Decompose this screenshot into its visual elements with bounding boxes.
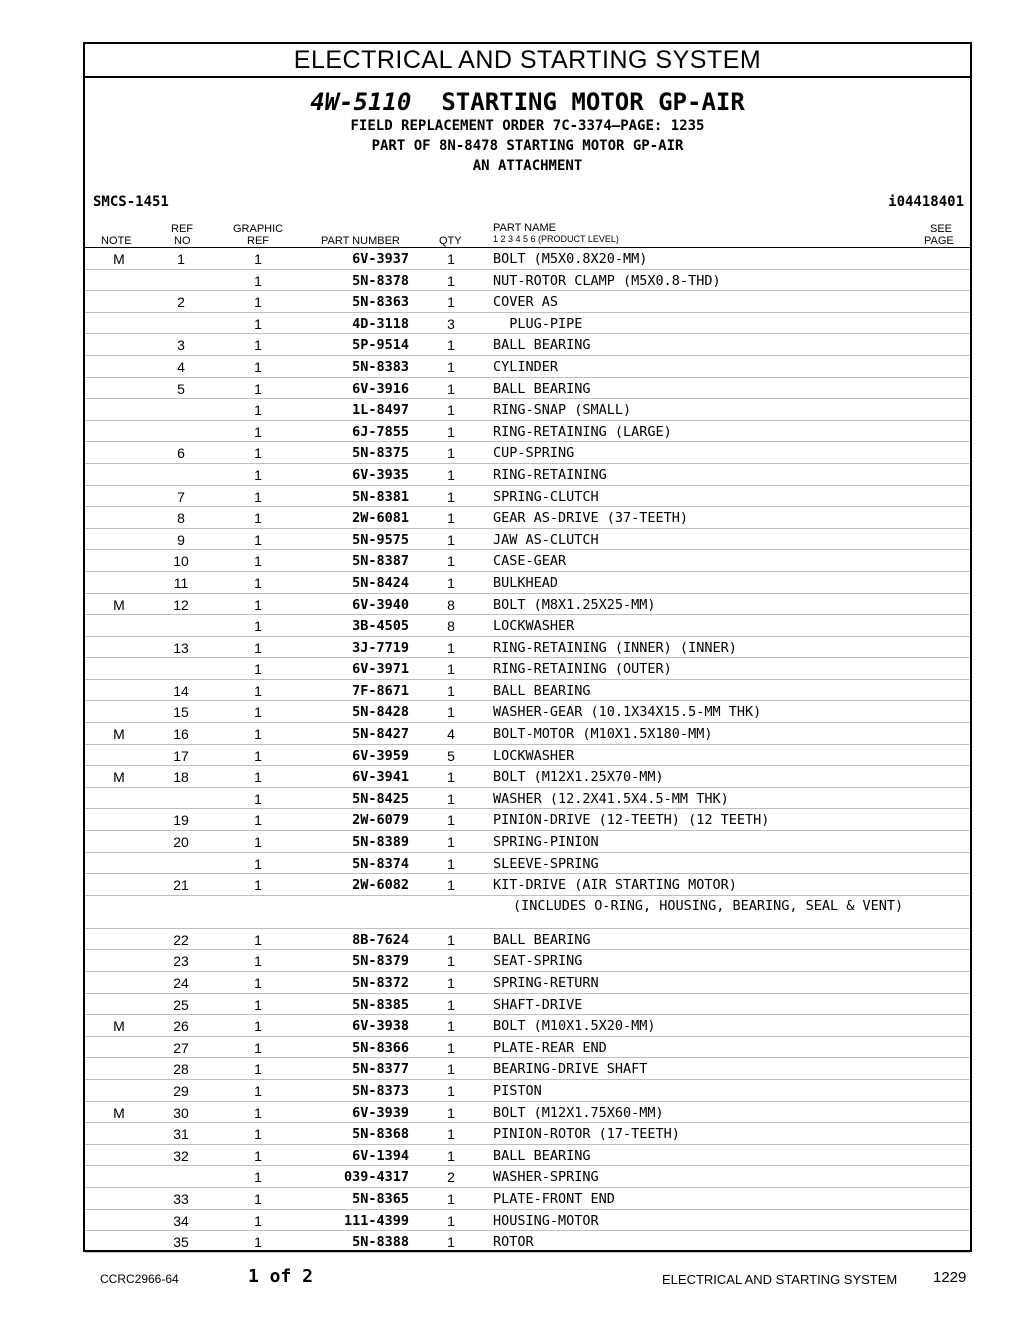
graphic-ref-cell: 1 <box>254 1039 262 1056</box>
graphic-ref-cell: 1 <box>254 812 262 829</box>
part-name-cell: CUP-SPRING <box>493 445 575 462</box>
part-number-cell: 3J-7719 <box>352 639 409 656</box>
qty-cell: 1 <box>447 769 455 786</box>
part-number-cell: 5N-8425 <box>352 790 409 807</box>
ref-number-cell: 16 <box>173 726 189 743</box>
qty-cell: 1 <box>447 661 455 678</box>
part-number-cell: 1L-8497 <box>352 402 409 419</box>
qty-cell: 1 <box>447 294 455 311</box>
graphic-ref-cell: 1 <box>254 790 262 807</box>
qty-cell: 1 <box>447 1039 455 1056</box>
part-name-cell: JAW AS-CLUTCH <box>493 531 599 548</box>
graphic-ref-cell: 1 <box>254 726 262 743</box>
footer-code: CCRC2966-64 <box>100 1272 179 1286</box>
graphic-ref-cell: 1 <box>254 531 262 548</box>
qty-cell: 1 <box>447 682 455 699</box>
qty-cell: 1 <box>447 531 455 548</box>
qty-cell: 4 <box>447 726 455 743</box>
col-product-level: 1 2 3 4 5 6 (PRODUCT LEVEL) <box>493 234 619 244</box>
part-name-cell: BULKHEAD <box>493 574 559 591</box>
part-number-cell: 5N-8377 <box>352 1061 409 1078</box>
part-number-cell: 5N-8366 <box>352 1039 409 1056</box>
part-name-cell: GEAR AS-DRIVE (37-TEETH) <box>493 510 689 527</box>
qty-cell: 5 <box>447 747 455 764</box>
ref-number-cell: 7 <box>177 488 185 505</box>
group-name: STARTING MOTOR GP-AIR <box>441 88 745 116</box>
part-name-cell: BOLT (M12X1.75X60-MM) <box>493 1104 664 1121</box>
note-cell: M <box>113 726 125 743</box>
section-title: ELECTRICAL AND STARTING SYSTEM <box>85 44 970 78</box>
part-name-cell: SLEEVE-SPRING <box>493 855 599 872</box>
part-number-cell: 6V-3971 <box>352 661 409 678</box>
ref-number-cell: 30 <box>173 1104 189 1121</box>
ref-number-cell: 12 <box>173 596 189 613</box>
table-row <box>85 831 970 853</box>
parts-list <box>85 248 970 1253</box>
note-cell: M <box>113 769 125 786</box>
ref-number-cell: 19 <box>173 812 189 829</box>
ref-number-cell: 20 <box>173 834 189 851</box>
qty-cell: 1 <box>447 1147 455 1164</box>
graphic-ref-cell: 1 <box>254 1018 262 1035</box>
part-number-cell: 5N-8383 <box>352 358 409 375</box>
table-row <box>85 723 970 745</box>
table-row <box>85 853 970 875</box>
graphic-ref-cell: 1 <box>254 596 262 613</box>
table-row <box>85 399 970 421</box>
group-title <box>85 88 970 116</box>
qty-cell: 1 <box>447 1018 455 1035</box>
part-number-cell: 5N-8379 <box>352 953 409 970</box>
part-name-cell: SPRING-RETURN <box>493 975 599 991</box>
table-row <box>85 658 970 680</box>
part-name-cell: PINION-ROTOR (17-TEETH) <box>493 1126 680 1143</box>
qty-cell: 1 <box>447 251 455 267</box>
part-number-cell: 6V-3940 <box>352 596 409 613</box>
table-row <box>85 1166 970 1188</box>
ref-number-cell: 6 <box>177 445 185 462</box>
part-number-cell: 6V-1394 <box>352 1147 409 1164</box>
qty-cell: 1 <box>447 358 455 375</box>
part-name-cell: SEAT-SPRING <box>493 953 583 970</box>
table-row <box>85 334 970 356</box>
table-row <box>85 529 970 551</box>
table-row <box>85 291 970 313</box>
part-name-cell: RING-RETAINING (OUTER) <box>493 661 672 678</box>
part-of-line: PART OF 8N-8478 STARTING MOTOR GP-AIR <box>371 138 684 154</box>
ref-number-cell: 17 <box>173 747 189 764</box>
part-name-cell: SPRING-CLUTCH <box>493 488 599 505</box>
graphic-ref-cell: 1 <box>254 834 262 851</box>
ref-number-cell: 14 <box>173 682 189 699</box>
graphic-ref-cell: 1 <box>254 315 262 332</box>
graphic-ref-cell: 1 <box>254 466 262 483</box>
graphic-ref-cell: 1 <box>254 510 262 527</box>
graphic-ref-cell: 1 <box>254 769 262 786</box>
group-part-number: 4W-5110 <box>310 88 412 116</box>
table-row <box>85 442 970 464</box>
part-name-cell: LOCKWASHER <box>493 618 575 635</box>
ref-number-cell: 1 <box>177 251 185 267</box>
part-name-cell: CASE-GEAR <box>493 553 567 570</box>
smcs-code: SMCS-1451 <box>93 194 169 210</box>
ref-number-cell: 11 <box>173 574 189 591</box>
qty-cell: 2 <box>447 1169 455 1186</box>
ref-number-cell: 9 <box>177 531 185 548</box>
field-replacement-order: FIELD REPLACEMENT ORDER 7C-3374—PAGE: 1235 <box>350 118 705 134</box>
ref-number-cell: 3 <box>177 337 185 354</box>
part-number-cell: 6V-3959 <box>352 747 409 764</box>
table-row <box>85 745 970 767</box>
table-row <box>85 615 970 637</box>
ref-number-cell: 18 <box>173 769 189 786</box>
graphic-ref-cell: 1 <box>254 402 262 419</box>
table-row <box>85 1015 970 1037</box>
qty-cell: 1 <box>447 975 455 991</box>
col-see-top: SEE <box>930 223 953 235</box>
footer-section: ELECTRICAL AND STARTING SYSTEM <box>662 1272 898 1287</box>
qty-cell: 1 <box>447 1190 455 1207</box>
graphic-ref-cell: 1 <box>254 1061 262 1078</box>
page-footer <box>0 1266 1020 1290</box>
part-number-cell: 6V-3939 <box>352 1104 409 1121</box>
part-name-cell: LOCKWASHER <box>493 747 575 764</box>
part-number-cell: 7F-8671 <box>352 682 409 699</box>
table-row <box>85 572 970 594</box>
table-row <box>85 994 970 1016</box>
part-name-cell: PLATE-FRONT END <box>493 1190 615 1207</box>
qty-cell: 1 <box>447 812 455 829</box>
table-row <box>85 378 970 400</box>
part-number-cell: 111-4399 <box>343 1212 409 1229</box>
table-row <box>85 680 970 702</box>
part-number-cell: 5N-8368 <box>352 1126 409 1143</box>
part-number-cell: 6V-3938 <box>352 1018 409 1035</box>
part-number-cell: 5N-8381 <box>352 488 409 505</box>
table-row <box>85 637 970 659</box>
table-row <box>85 1102 970 1124</box>
qty-cell: 1 <box>447 445 455 462</box>
ref-number-cell: 8 <box>177 510 185 527</box>
part-name-cell: ROTOR <box>493 1234 534 1251</box>
table-row <box>85 1080 970 1102</box>
col-qty: QTY <box>439 235 462 247</box>
ref-number-cell: 34 <box>173 1212 189 1229</box>
graphic-ref-cell: 1 <box>254 975 262 991</box>
part-name-cell: HOUSING-MOTOR <box>493 1212 599 1229</box>
qty-cell: 1 <box>447 931 455 948</box>
table-row <box>85 356 970 378</box>
graphic-ref-cell: 1 <box>254 996 262 1013</box>
graphic-ref-cell: 1 <box>254 553 262 570</box>
part-number-cell: 5N-8375 <box>352 445 409 462</box>
graphic-ref-cell: 1 <box>254 639 262 656</box>
part-name-cell: RING-RETAINING (LARGE) <box>493 423 672 440</box>
ref-number-cell: 21 <box>173 877 189 894</box>
part-name-cell: BOLT (M5X0.8X20-MM) <box>493 251 648 267</box>
graphic-ref-cell: 1 <box>254 423 262 440</box>
part-name-cell: (INCLUDES O-RING, HOUSING, BEARING, SEAL & VENT) <box>513 897 904 914</box>
part-name-cell: BEARING-DRIVE SHAFT <box>493 1061 648 1078</box>
part-name-cell: WASHER-GEAR (10.1X34X15.5-MM THK) <box>493 704 762 721</box>
graphic-ref-cell: 1 <box>254 1212 262 1229</box>
qty-cell: 3 <box>447 315 455 332</box>
qty-cell: 1 <box>447 337 455 354</box>
footer-page-number: 1229 <box>933 1269 967 1286</box>
part-number-cell: 2W-6081 <box>352 510 409 527</box>
col-note: NOTE <box>101 235 132 247</box>
part-number-cell: 6V-3937 <box>352 251 409 267</box>
part-name-cell: BOLT (M8X1.25X25-MM) <box>493 596 656 613</box>
col-ref-bottom: NO <box>174 235 191 247</box>
part-name-cell: RING-RETAINING (INNER) (INNER) <box>493 639 737 656</box>
table-row <box>85 270 970 292</box>
qty-cell: 1 <box>447 790 455 807</box>
qty-cell: 1 <box>447 553 455 570</box>
note-cell: M <box>113 1104 125 1121</box>
graphic-ref-cell: 1 <box>254 682 262 699</box>
part-name-cell: CYLINDER <box>493 358 559 375</box>
table-row <box>85 929 970 951</box>
qty-cell: 8 <box>447 618 455 635</box>
table-row <box>85 507 970 529</box>
qty-cell: 1 <box>447 704 455 721</box>
ref-number-cell: 27 <box>173 1039 189 1056</box>
part-name-cell: KIT-DRIVE (AIR STARTING MOTOR) <box>493 877 737 894</box>
table-row <box>85 550 970 572</box>
table-row <box>85 1123 970 1145</box>
part-number-cell: 5N-8428 <box>352 704 409 721</box>
table-row <box>85 248 970 270</box>
graphic-ref-cell: 1 <box>254 1234 262 1251</box>
qty-cell: 1 <box>447 423 455 440</box>
graphic-ref-cell: 1 <box>254 1190 262 1207</box>
table-row <box>85 950 970 972</box>
graphic-ref-cell: 1 <box>254 272 262 289</box>
qty-cell: 1 <box>447 272 455 289</box>
graphic-ref-cell: 1 <box>254 445 262 462</box>
graphic-ref-cell: 1 <box>254 1147 262 1164</box>
part-name-cell: PISTON <box>493 1082 542 1099</box>
graphic-ref-cell: 1 <box>254 704 262 721</box>
qty-cell: 1 <box>447 1061 455 1078</box>
part-name-cell: PLUG-PIPE <box>493 315 583 332</box>
qty-cell: 1 <box>447 1104 455 1121</box>
part-name-cell: BALL BEARING <box>493 337 591 354</box>
graphic-ref-cell: 1 <box>254 380 262 397</box>
note-cell: M <box>113 596 125 613</box>
qty-cell: 8 <box>447 596 455 613</box>
ref-number-cell: 4 <box>177 358 185 375</box>
graphic-ref-cell: 1 <box>254 574 262 591</box>
ref-number-cell: 22 <box>173 931 189 948</box>
part-number-cell: 5N-8424 <box>352 574 409 591</box>
part-name-cell: WASHER (12.2X41.5X4.5-MM THK) <box>493 790 729 807</box>
table-row <box>85 421 970 443</box>
qty-cell: 1 <box>447 996 455 1013</box>
ref-number-cell: 10 <box>173 553 189 570</box>
table-row <box>85 1037 970 1059</box>
part-number-cell: 6V-3935 <box>352 466 409 483</box>
graphic-ref-cell: 1 <box>254 877 262 894</box>
qty-cell: 1 <box>447 1082 455 1099</box>
ref-number-cell: 23 <box>173 953 189 970</box>
col-part-number: PART NUMBER <box>321 235 400 247</box>
graphic-ref-cell: 1 <box>254 1126 262 1143</box>
graphic-ref-cell: 1 <box>254 1104 262 1121</box>
part-number-cell: 2W-6082 <box>352 877 409 894</box>
table-row <box>85 486 970 508</box>
ref-number-cell: 13 <box>173 639 189 656</box>
qty-cell: 1 <box>447 953 455 970</box>
part-number-cell: 8B-7624 <box>352 931 409 948</box>
table-row <box>85 313 970 335</box>
table-row <box>85 874 970 896</box>
table-row <box>85 766 970 788</box>
table-row <box>85 464 970 486</box>
ref-number-cell: 15 <box>173 704 189 721</box>
ref-number-cell: 33 <box>173 1190 189 1207</box>
ref-number-cell: 26 <box>173 1018 189 1035</box>
part-number-cell: 5N-8385 <box>352 996 409 1013</box>
illustration-id: i04418401 <box>888 194 964 210</box>
note-cell: M <box>113 251 125 267</box>
part-number-cell: 6V-3916 <box>352 380 409 397</box>
part-number-cell: 6J-7855 <box>352 423 409 440</box>
part-number-cell: 5N-9575 <box>352 531 409 548</box>
part-name-cell: PINION-DRIVE (12-TEETH) (12 TEETH) <box>493 812 770 829</box>
qty-cell: 1 <box>447 466 455 483</box>
part-number-cell: 5N-8374 <box>352 855 409 872</box>
part-name-cell: COVER AS <box>493 294 559 311</box>
ref-number-cell: 31 <box>173 1126 189 1143</box>
qty-cell: 1 <box>447 488 455 505</box>
part-name-cell: PLATE-REAR END <box>493 1039 607 1056</box>
qty-cell: 1 <box>447 877 455 894</box>
smcs-row <box>85 192 970 212</box>
remark-row <box>85 896 970 929</box>
qty-cell: 1 <box>447 510 455 527</box>
part-number-cell: 5N-8378 <box>352 272 409 289</box>
table-row <box>85 1145 970 1167</box>
col-graphic-bottom: REF <box>247 235 269 247</box>
qty-cell: 1 <box>447 639 455 656</box>
part-name-cell: BALL BEARING <box>493 1147 591 1164</box>
part-number-cell: 5N-8427 <box>352 726 409 743</box>
part-number-cell: 5N-8373 <box>352 1082 409 1099</box>
ref-number-cell: 29 <box>173 1082 189 1099</box>
qty-cell: 1 <box>447 380 455 397</box>
part-number-cell: 2W-6079 <box>352 812 409 829</box>
part-name-cell: NUT-ROTOR CLAMP (M5X0.8-THD) <box>493 272 721 289</box>
graphic-ref-cell: 1 <box>254 661 262 678</box>
part-number-cell: 5N-8389 <box>352 834 409 851</box>
graphic-ref-cell: 1 <box>254 747 262 764</box>
part-name-cell: SHAFT-DRIVE <box>493 996 583 1013</box>
col-ref-top: REF <box>171 223 193 235</box>
part-number-cell: 5N-8372 <box>352 975 409 991</box>
ref-number-cell: 28 <box>173 1061 189 1078</box>
part-number-cell: 3B-4505 <box>352 618 409 635</box>
part-name-cell: BOLT (M12X1.25X70-MM) <box>493 769 664 786</box>
parts-page-frame <box>83 42 972 1252</box>
table-row <box>85 1188 970 1210</box>
note-cell: M <box>113 1018 125 1035</box>
attachment-line: AN ATTACHMENT <box>472 158 583 174</box>
qty-cell: 1 <box>447 402 455 419</box>
col-part-name: PART NAME <box>493 222 556 234</box>
qty-cell: 1 <box>447 1234 455 1251</box>
graphic-ref-cell: 1 <box>254 294 262 311</box>
table-row <box>85 788 970 810</box>
part-name-cell: BALL BEARING <box>493 682 591 699</box>
ref-number-cell: 5 <box>177 380 185 397</box>
qty-cell: 1 <box>447 1212 455 1229</box>
part-name-cell: BALL BEARING <box>493 931 591 948</box>
part-number-cell: 5N-8365 <box>352 1190 409 1207</box>
ref-number-cell: 24 <box>173 975 189 991</box>
part-name-cell: WASHER-SPRING <box>493 1169 599 1186</box>
table-row <box>85 701 970 723</box>
graphic-ref-cell: 1 <box>254 1169 262 1186</box>
ref-number-cell: 32 <box>173 1147 189 1164</box>
part-name-cell: BALL BEARING <box>493 380 591 397</box>
table-row <box>85 1210 970 1232</box>
table-row <box>85 972 970 994</box>
ref-number-cell: 35 <box>173 1234 189 1251</box>
footer-page-of: 1 of 2 <box>248 1266 314 1287</box>
col-graphic-top: GRAPHIC <box>233 223 284 235</box>
part-number-cell: 5N-8387 <box>352 553 409 570</box>
graphic-ref-cell: 1 <box>254 358 262 375</box>
table-row <box>85 809 970 831</box>
part-number-cell: 5N-8388 <box>352 1234 409 1251</box>
graphic-ref-cell: 1 <box>254 488 262 505</box>
part-number-cell: 6V-3941 <box>352 769 409 786</box>
part-number-cell: 5N-8363 <box>352 294 409 311</box>
ref-number-cell: 2 <box>177 294 185 311</box>
column-header <box>85 212 970 248</box>
part-number-cell: 5P-9514 <box>352 337 409 354</box>
ref-number-cell: 25 <box>173 996 189 1013</box>
part-name-cell: RING-RETAINING <box>493 466 607 483</box>
graphic-ref-cell: 1 <box>254 953 262 970</box>
qty-cell: 1 <box>447 1126 455 1143</box>
graphic-ref-cell: 1 <box>254 251 262 267</box>
table-row <box>85 594 970 616</box>
graphic-ref-cell: 1 <box>254 618 262 635</box>
part-name-cell: BOLT (M10X1.5X20-MM) <box>493 1018 656 1035</box>
col-see-bottom: PAGE <box>924 235 954 247</box>
table-row <box>85 1231 970 1253</box>
graphic-ref-cell: 1 <box>254 337 262 354</box>
qty-cell: 1 <box>447 834 455 851</box>
qty-cell: 1 <box>447 574 455 591</box>
graphic-ref-cell: 1 <box>254 1082 262 1099</box>
part-name-cell: SPRING-PINION <box>493 834 599 851</box>
table-row <box>85 1058 970 1080</box>
graphic-ref-cell: 1 <box>254 855 262 872</box>
part-number-cell: 039-4317 <box>343 1169 409 1186</box>
part-number-cell: 4D-3118 <box>352 315 409 332</box>
part-name-cell: RING-SNAP (SMALL) <box>493 402 632 419</box>
qty-cell: 1 <box>447 855 455 872</box>
graphic-ref-cell: 1 <box>254 931 262 948</box>
part-name-cell: BOLT-MOTOR (M10X1.5X180-MM) <box>493 726 713 743</box>
